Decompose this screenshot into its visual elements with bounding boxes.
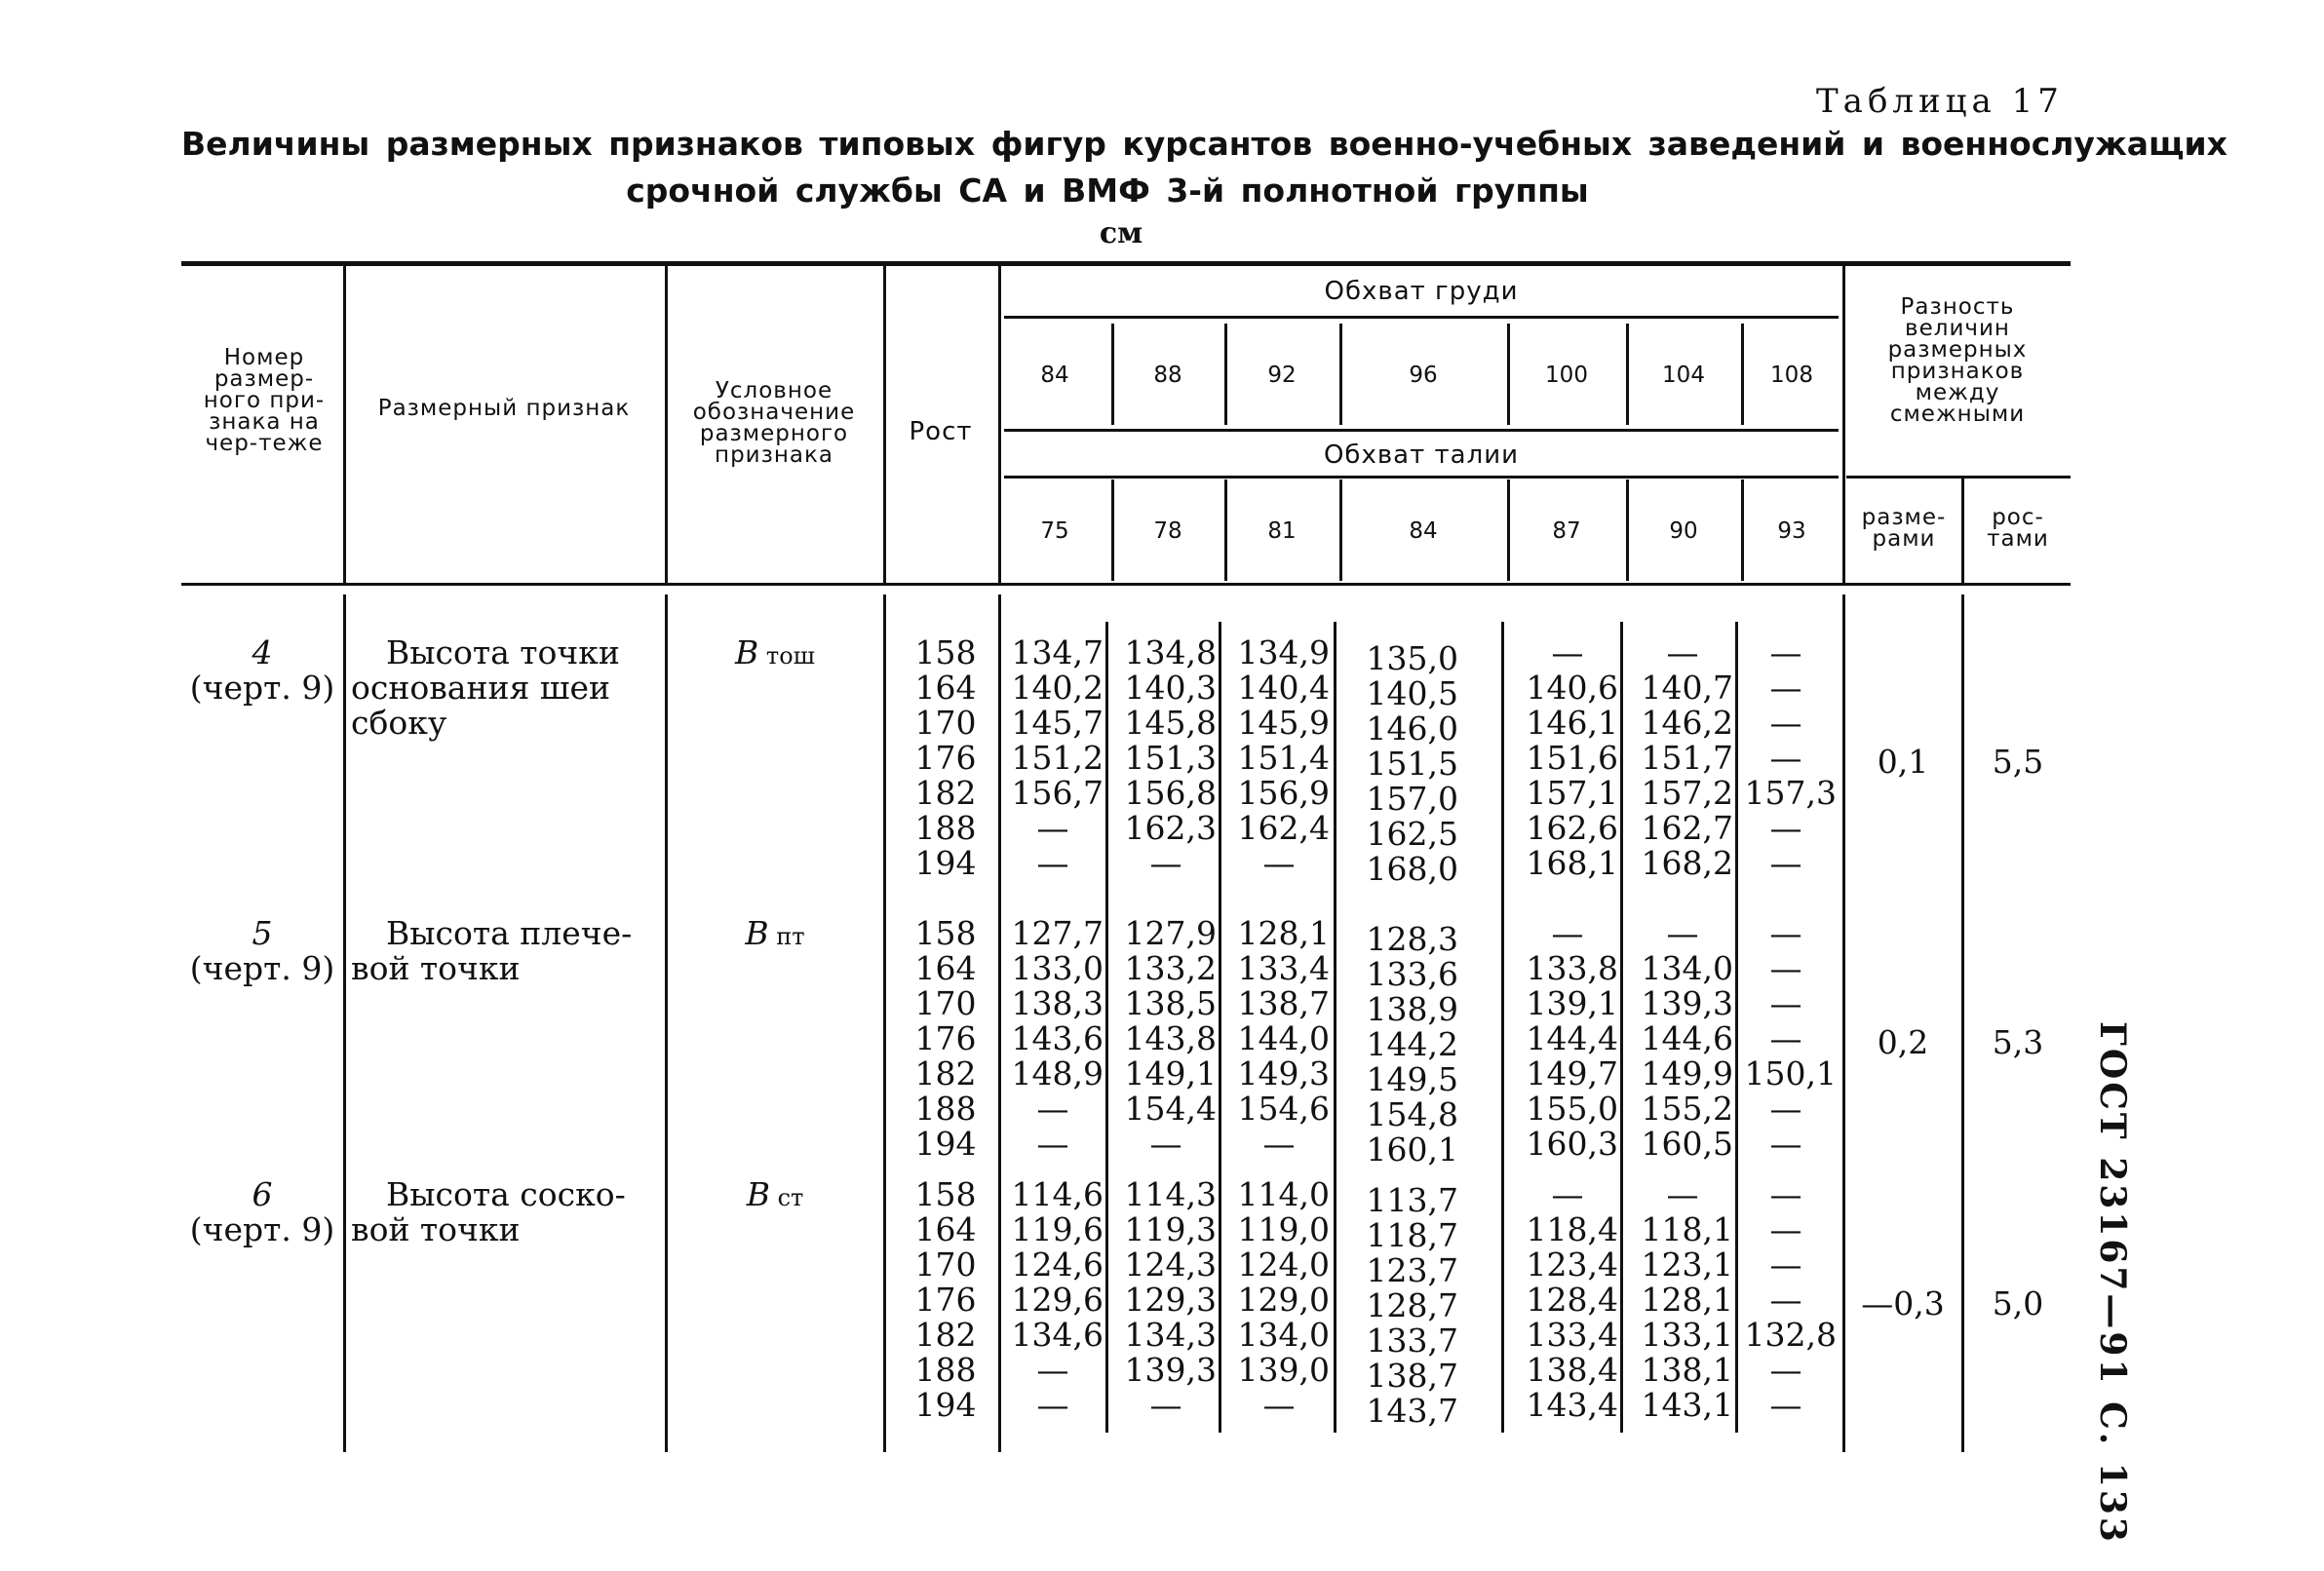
table-cell: — — [1551, 1175, 1584, 1213]
table-cell: 133,2 — [1124, 949, 1217, 987]
chest-size-92: 92 — [1267, 363, 1297, 388]
chest-size-88: 88 — [1153, 363, 1182, 388]
height-value: 188 — [914, 1090, 977, 1128]
table-cell: — — [1769, 949, 1802, 987]
table-cell: — — [1149, 844, 1182, 882]
table-cell: — — [1769, 914, 1802, 952]
table-cell: 140,3 — [1124, 669, 1217, 707]
height-value: 158 — [914, 914, 977, 952]
table-cell: 168,0 — [1366, 850, 1458, 888]
column-divider — [1105, 622, 1108, 1433]
table-cell: — — [1769, 669, 1802, 707]
table-cell: 157,0 — [1366, 780, 1458, 818]
column-divider — [665, 266, 668, 583]
column-divider — [343, 594, 346, 1452]
table-cell: — — [1262, 844, 1296, 882]
table-cell: 118,1 — [1641, 1210, 1733, 1248]
column-divider — [1961, 594, 1964, 1452]
height-value: 164 — [914, 669, 977, 707]
feature-name-line: сбоку — [351, 704, 447, 742]
column-divider — [998, 266, 1001, 583]
table-cell: 119,3 — [1124, 1210, 1217, 1248]
header-diff-sizes: разме-рами — [1861, 505, 1947, 552]
table-cell: 133,0 — [1011, 949, 1104, 987]
table-cell: 134,7 — [1011, 633, 1104, 671]
feature-name-line: вой точки — [351, 949, 521, 987]
table-cell: 138,7 — [1237, 984, 1330, 1022]
height-value: 194 — [914, 1125, 977, 1163]
waist-title-rule — [1004, 476, 1839, 479]
table-cell: — — [1769, 1175, 1802, 1213]
header-diff: Разность величин размерных признаков между смежными — [1887, 294, 2028, 427]
column-divider — [1626, 324, 1629, 425]
waist-size-78: 78 — [1153, 518, 1182, 544]
column-divider — [1507, 324, 1510, 425]
column-divider — [1501, 622, 1504, 1433]
height-value: 194 — [914, 844, 977, 882]
table-cell: 123,1 — [1641, 1245, 1733, 1284]
feature-number-value: 6 — [252, 1175, 273, 1213]
table-cell: — — [1036, 809, 1069, 847]
diff-between-heights: 5,3 — [1992, 1023, 2044, 1061]
table-cell: 146,2 — [1641, 704, 1733, 742]
table-cell: 133,4 — [1237, 949, 1330, 987]
table-cell: 143,1 — [1641, 1386, 1733, 1424]
table-cell: — — [1769, 1351, 1802, 1389]
table-cell: 149,9 — [1641, 1054, 1733, 1092]
table-cell: 146,1 — [1526, 704, 1618, 742]
feature-number — [181, 635, 343, 706]
height-value: 164 — [914, 949, 977, 987]
table-cell: — — [1666, 633, 1699, 671]
height-value: 164 — [914, 1210, 977, 1248]
table-cell: 156,8 — [1124, 774, 1217, 812]
column-divider — [1224, 479, 1227, 581]
table-cell: 124,3 — [1124, 1245, 1217, 1284]
table-cell: 118,4 — [1526, 1210, 1618, 1248]
header-symbol: Условное обозначение размерного признака — [692, 378, 856, 468]
table-cell: 146,0 — [1366, 709, 1458, 747]
table-cell: 123,7 — [1366, 1251, 1458, 1289]
table-cell: 134,3 — [1124, 1316, 1217, 1354]
table-cell: 128,3 — [1366, 920, 1458, 958]
table-title — [181, 121, 2227, 214]
feature-name-line: основания шеи — [351, 669, 610, 707]
waist-size-87: 87 — [1552, 518, 1581, 544]
table-cell: 157,3 — [1744, 774, 1837, 812]
feature-number — [181, 1177, 343, 1247]
table-cell: — — [1769, 1210, 1802, 1248]
header-waist-title: Обхват талии — [1323, 441, 1520, 470]
waist-size-93: 93 — [1777, 518, 1806, 544]
chest-size-104: 104 — [1662, 363, 1705, 388]
table-cell: 143,6 — [1011, 1019, 1104, 1057]
table-cell: — — [1262, 1125, 1296, 1163]
feature-number-value: 4 — [252, 633, 273, 671]
table-cell: 113,7 — [1366, 1181, 1458, 1219]
feature-name-line: Высота соско- — [386, 1175, 626, 1213]
height-value: 170 — [914, 704, 977, 742]
height-value: 176 — [914, 1019, 977, 1057]
diff-between-sizes: —0,3 — [1861, 1284, 1945, 1322]
table-cell: 138,7 — [1366, 1357, 1458, 1395]
header-chest-title: Обхват груди — [1324, 277, 1519, 306]
column-divider — [1224, 324, 1227, 425]
table-cell: 148,9 — [1011, 1054, 1104, 1092]
table-cell: 151,7 — [1641, 739, 1733, 777]
table-cell: 149,7 — [1526, 1054, 1618, 1092]
units-label: см — [1099, 216, 1143, 250]
table-cell: — — [1036, 844, 1069, 882]
table-cell: 114,3 — [1124, 1175, 1217, 1213]
table-cell: 154,6 — [1237, 1090, 1330, 1128]
table-cell: 134,0 — [1641, 949, 1733, 987]
table-cell: 151,3 — [1124, 739, 1217, 777]
drawing-reference: (черт. 9) — [189, 949, 335, 987]
table-number-label: Таблица 17 — [1816, 82, 2064, 121]
table-cell: — — [1769, 809, 1802, 847]
table-cell: 134,8 — [1124, 633, 1217, 671]
table-cell: — — [1551, 633, 1584, 671]
table-cell: — — [1666, 914, 1699, 952]
table-cell: 151,2 — [1011, 739, 1104, 777]
column-divider — [343, 266, 346, 583]
table-cell: 124,6 — [1011, 1245, 1104, 1284]
table-cell: — — [1769, 844, 1802, 882]
table-cell: 134,6 — [1011, 1316, 1104, 1354]
height-value: 176 — [914, 739, 977, 777]
table-cell: 133,4 — [1526, 1316, 1618, 1354]
table-cell: 154,4 — [1124, 1090, 1217, 1128]
table-cell: 144,6 — [1641, 1019, 1733, 1057]
table-cell: 138,5 — [1124, 984, 1217, 1022]
table-cell: 155,2 — [1641, 1090, 1733, 1128]
feature-name-line: Высота точки — [386, 633, 620, 671]
table-cell: 138,9 — [1366, 990, 1458, 1028]
feature-symbol — [673, 635, 877, 673]
title-line-2: срочной службы СА и ВМФ 3-й полнотной группы — [626, 172, 1589, 210]
table-cell: 114,6 — [1011, 1175, 1104, 1213]
table-cell: 168,1 — [1526, 844, 1618, 882]
symbol-subscript: пт — [768, 923, 805, 950]
chest-title-rule — [1004, 316, 1839, 319]
column-divider — [1219, 622, 1221, 1433]
table-cell: — — [1149, 1386, 1182, 1424]
column-divider — [1334, 622, 1336, 1433]
table-cell: 129,0 — [1237, 1281, 1330, 1319]
symbol-subscript: ст — [769, 1184, 804, 1211]
table-cell: 129,6 — [1011, 1281, 1104, 1319]
table-cell: 127,7 — [1011, 914, 1104, 952]
table-cell: 140,4 — [1237, 669, 1330, 707]
table-cell: — — [1769, 739, 1802, 777]
symbol-subscript: тош — [758, 642, 815, 670]
table-cell: — — [1036, 1351, 1069, 1389]
table-cell: 145,9 — [1237, 704, 1330, 742]
table-cell: — — [1769, 1019, 1802, 1057]
feature-name — [351, 635, 663, 741]
table-cell: 157,2 — [1641, 774, 1733, 812]
table-cell: 155,0 — [1526, 1090, 1618, 1128]
column-divider — [1339, 324, 1342, 425]
table-cell: 149,1 — [1124, 1054, 1217, 1092]
table-cell: 157,1 — [1526, 774, 1618, 812]
height-value: 182 — [914, 774, 977, 812]
table-cell: 134,0 — [1237, 1316, 1330, 1354]
feature-symbol — [673, 1177, 877, 1215]
height-value: 158 — [914, 1175, 977, 1213]
symbol-letter: B — [735, 633, 759, 671]
chest-size-96: 96 — [1409, 363, 1438, 388]
feature-name — [351, 1177, 663, 1247]
table-cell: 139,3 — [1641, 984, 1733, 1022]
table-cell: 156,9 — [1237, 774, 1330, 812]
waist-size-81: 81 — [1267, 518, 1297, 544]
table-cell: 138,1 — [1641, 1351, 1733, 1389]
table-cell: 132,8 — [1744, 1316, 1837, 1354]
table-cell: 123,4 — [1526, 1245, 1618, 1284]
table-cell: 118,7 — [1366, 1216, 1458, 1254]
feature-symbol — [673, 916, 877, 954]
chest-bottom-rule — [1004, 429, 1839, 432]
feature-name-line: Высота плече- — [386, 914, 633, 952]
diff-between-heights: 5,0 — [1992, 1284, 2044, 1322]
table-cell: 160,1 — [1366, 1130, 1458, 1169]
table-cell: 133,6 — [1366, 955, 1458, 993]
table-cell: 128,1 — [1641, 1281, 1733, 1319]
table-cell: 138,4 — [1526, 1351, 1618, 1389]
column-divider — [1961, 478, 1964, 583]
waist-size-75: 75 — [1040, 518, 1069, 544]
header-number: Номер размер-ного при-знака на чер-теже — [203, 345, 326, 456]
table-cell: 140,6 — [1526, 669, 1618, 707]
table-cell: 162,4 — [1237, 809, 1330, 847]
column-divider — [1842, 594, 1845, 1452]
table-cell: 154,8 — [1366, 1095, 1458, 1133]
table-cell: 129,3 — [1124, 1281, 1217, 1319]
table-cell: 119,0 — [1237, 1210, 1330, 1248]
table-cell: 128,4 — [1526, 1281, 1618, 1319]
table-cell: — — [1769, 984, 1802, 1022]
table-cell: 162,5 — [1366, 815, 1458, 853]
diff-between-heights: 5,5 — [1992, 743, 2044, 781]
table-cell: 140,7 — [1641, 669, 1733, 707]
table-cell: 124,0 — [1237, 1245, 1330, 1284]
feature-number — [181, 916, 343, 986]
height-value: 158 — [914, 633, 977, 671]
drawing-reference: (черт. 9) — [189, 1210, 335, 1248]
table-cell: 151,4 — [1237, 739, 1330, 777]
table-cell: 150,1 — [1744, 1054, 1837, 1092]
height-value: 188 — [914, 809, 977, 847]
feature-name-line: вой точки — [351, 1210, 521, 1248]
table-cell: 160,3 — [1526, 1125, 1618, 1163]
table-cell: 139,1 — [1526, 984, 1618, 1022]
column-divider — [1842, 266, 1845, 583]
table-cell: 119,6 — [1011, 1210, 1104, 1248]
height-value: 194 — [914, 1386, 977, 1424]
table-cell: 143,4 — [1526, 1386, 1618, 1424]
diff-between-sizes: 0,1 — [1877, 743, 1929, 781]
table-cell: — — [1262, 1386, 1296, 1424]
table-cell: 149,3 — [1237, 1054, 1330, 1092]
height-value: 170 — [914, 984, 977, 1022]
table-cell: — — [1769, 633, 1802, 671]
column-divider — [665, 594, 668, 1452]
chest-size-100: 100 — [1545, 363, 1588, 388]
height-value: 188 — [914, 1351, 977, 1389]
header-height: Рост — [909, 417, 973, 446]
column-divider — [998, 594, 1001, 1452]
table-cell: — — [1769, 1386, 1802, 1424]
diff-between-sizes: 0,2 — [1877, 1023, 1929, 1061]
height-value: 182 — [914, 1316, 977, 1354]
table-cell: — — [1769, 1125, 1802, 1163]
table-cell: 144,4 — [1526, 1019, 1618, 1057]
table-cell: 151,6 — [1526, 739, 1618, 777]
table-cell: 128,7 — [1366, 1286, 1458, 1324]
header-diff-heights: рос-тами — [1987, 505, 2049, 552]
table-cell: 133,8 — [1526, 949, 1618, 987]
table-cell: 133,7 — [1366, 1322, 1458, 1360]
column-divider — [1620, 622, 1623, 1433]
table-cell: — — [1036, 1090, 1069, 1128]
header-feature: Размерный признак — [377, 396, 631, 421]
table-cell: — — [1769, 1281, 1802, 1319]
table-cell: — — [1769, 1090, 1802, 1128]
table-cell: — — [1769, 1245, 1802, 1284]
table-cell: 160,5 — [1641, 1125, 1733, 1163]
waist-size-90: 90 — [1669, 518, 1698, 544]
table-cell: — — [1551, 914, 1584, 952]
feature-name — [351, 916, 663, 986]
table-cell: — — [1149, 1125, 1182, 1163]
table-cell: 162,6 — [1526, 809, 1618, 847]
standard-page-note: ГОСТ 23167—91 С. 133 — [2092, 1021, 2133, 1545]
title-line-1: Величины размерных признаков типовых фигур курсантов военно-учебных заведений и военнослужащих — [181, 125, 2227, 163]
table-cell: 138,3 — [1011, 984, 1104, 1022]
table-cell: 134,9 — [1237, 633, 1330, 671]
table-cell: — — [1666, 1175, 1699, 1213]
column-divider — [883, 594, 886, 1452]
header-bottom-rule — [181, 583, 2071, 586]
column-divider — [1507, 479, 1510, 581]
height-value: 176 — [914, 1281, 977, 1319]
column-divider — [1111, 479, 1114, 581]
column-divider — [1339, 479, 1342, 581]
table-cell: 127,9 — [1124, 914, 1217, 952]
table-cell: 144,2 — [1366, 1025, 1458, 1063]
table-cell: 139,3 — [1124, 1351, 1217, 1389]
table-cell: 149,5 — [1366, 1060, 1458, 1098]
feature-number-value: 5 — [252, 914, 273, 952]
table-cell: 144,0 — [1237, 1019, 1330, 1057]
table-cell: 133,1 — [1641, 1316, 1733, 1354]
table-cell: 156,7 — [1011, 774, 1104, 812]
table-cell: 140,5 — [1366, 674, 1458, 712]
table-cell: 128,1 — [1237, 914, 1330, 952]
table-cell: 143,7 — [1366, 1392, 1458, 1430]
drawing-reference: (черт. 9) — [189, 669, 335, 707]
height-value: 182 — [914, 1054, 977, 1092]
chest-size-84: 84 — [1040, 363, 1069, 388]
table-cell: 162,7 — [1641, 809, 1733, 847]
column-divider — [1111, 324, 1114, 425]
table-cell: 162,3 — [1124, 809, 1217, 847]
symbol-letter: B — [746, 1175, 770, 1213]
table-cell: 139,0 — [1237, 1351, 1330, 1389]
table-cell: 143,8 — [1124, 1019, 1217, 1057]
height-value: 170 — [914, 1245, 977, 1284]
column-divider — [1626, 479, 1629, 581]
table-top-rule — [181, 261, 2071, 266]
table-cell: 145,8 — [1124, 704, 1217, 742]
table-cell: 135,0 — [1366, 639, 1458, 677]
chest-size-108: 108 — [1770, 363, 1813, 388]
table-cell: — — [1036, 1386, 1069, 1424]
table-cell: 151,5 — [1366, 745, 1458, 783]
table-cell: 140,2 — [1011, 669, 1104, 707]
table-cell: 145,7 — [1011, 704, 1104, 742]
diff-title-rule — [1846, 476, 2071, 479]
symbol-letter: B — [745, 914, 769, 952]
table-cell: — — [1769, 704, 1802, 742]
table-cell: 114,0 — [1237, 1175, 1330, 1213]
table-cell: — — [1036, 1125, 1069, 1163]
waist-size-84: 84 — [1409, 518, 1438, 544]
table-cell: 168,2 — [1641, 844, 1733, 882]
